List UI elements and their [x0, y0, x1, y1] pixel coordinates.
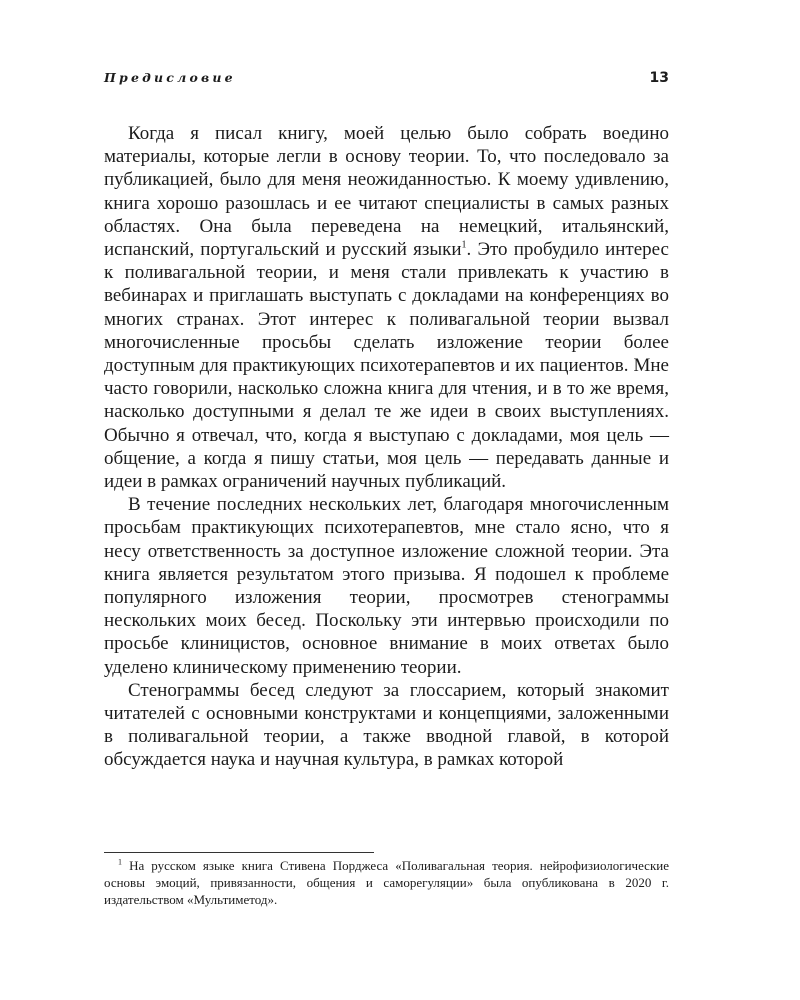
body-text [104, 122, 669, 772]
paragraph: В течение последних нескольких лет, благодаря многочисленным просьбам практикующих психотерапевтов, мне стало ясно, что я несу ответственность за доступное изложение сложной теории. Эта книга является результатом этого призыва. Я подошел к проблеме популярного изложения теории, просмотрев стенограммы нескольких моих бесед. Поскольку эти интервью происходили по просьбе клиницистов, основное внимание в моих ответах было уделено клиническому применению теории. [104, 494, 669, 678]
page-number: 13 [649, 70, 669, 86]
running-title: Предисловие [104, 70, 236, 85]
paragraph [104, 122, 669, 493]
footnote-text: На русском языке книга Стивена Порджеса «Поливагальная теория. нейрофизиологические основы эмоций, привязанности, общения и саморегуляции» была опубликована в 2020 г. издательством «Мультиметод». [104, 858, 669, 907]
paragraph-text: Когда я писал книгу, моей целью было собрать воедино материалы, которые легли в основу теории. То, что последовало за публикацией, было для меня неожиданностью. К моему удивлению, книга хорошо разошлась и ее читают специалисты в самых разных областях. Она была переведена на немецкий, итальянский, испанский, португальский и русский языки [104, 123, 669, 261]
footnote-divider [104, 852, 374, 853]
footnote-mark: 1 [118, 857, 122, 867]
page-header [104, 70, 669, 86]
footnote-reference: 1 [461, 239, 467, 251]
footnote [104, 857, 669, 908]
paragraph: Стенограммы бесед следуют за глоссарием, который знакомит читателей с основными конструктами и концепциями, заложенными в поливагальной теории, а также вводной главой, в которой обсуждается наука и научная культура, в рамках которой [104, 679, 669, 771]
paragraph-text: . Это пробудило интерес к поливагальной теории, и меня стали привлекать к участию в вебинарах и приглашать выступать с докладами на конференциях во многих странах. Этот интерес к поливагальной теории вызвал многочисленные просьбы сделать изложение теории более доступным для практикующих психотерапевтов и их пациентов. Мне часто говорили, насколько сложна книга для чтения, и в то же время, насколько доступными я делал те же идеи в своих выступлениях. Обычно я отвечал, что, когда я выступаю с докладами, моя цель — общение, а когда я пишу статьи, моя цель — передавать данные и идеи в рамках ограничений научных публикаций. [104, 239, 669, 493]
